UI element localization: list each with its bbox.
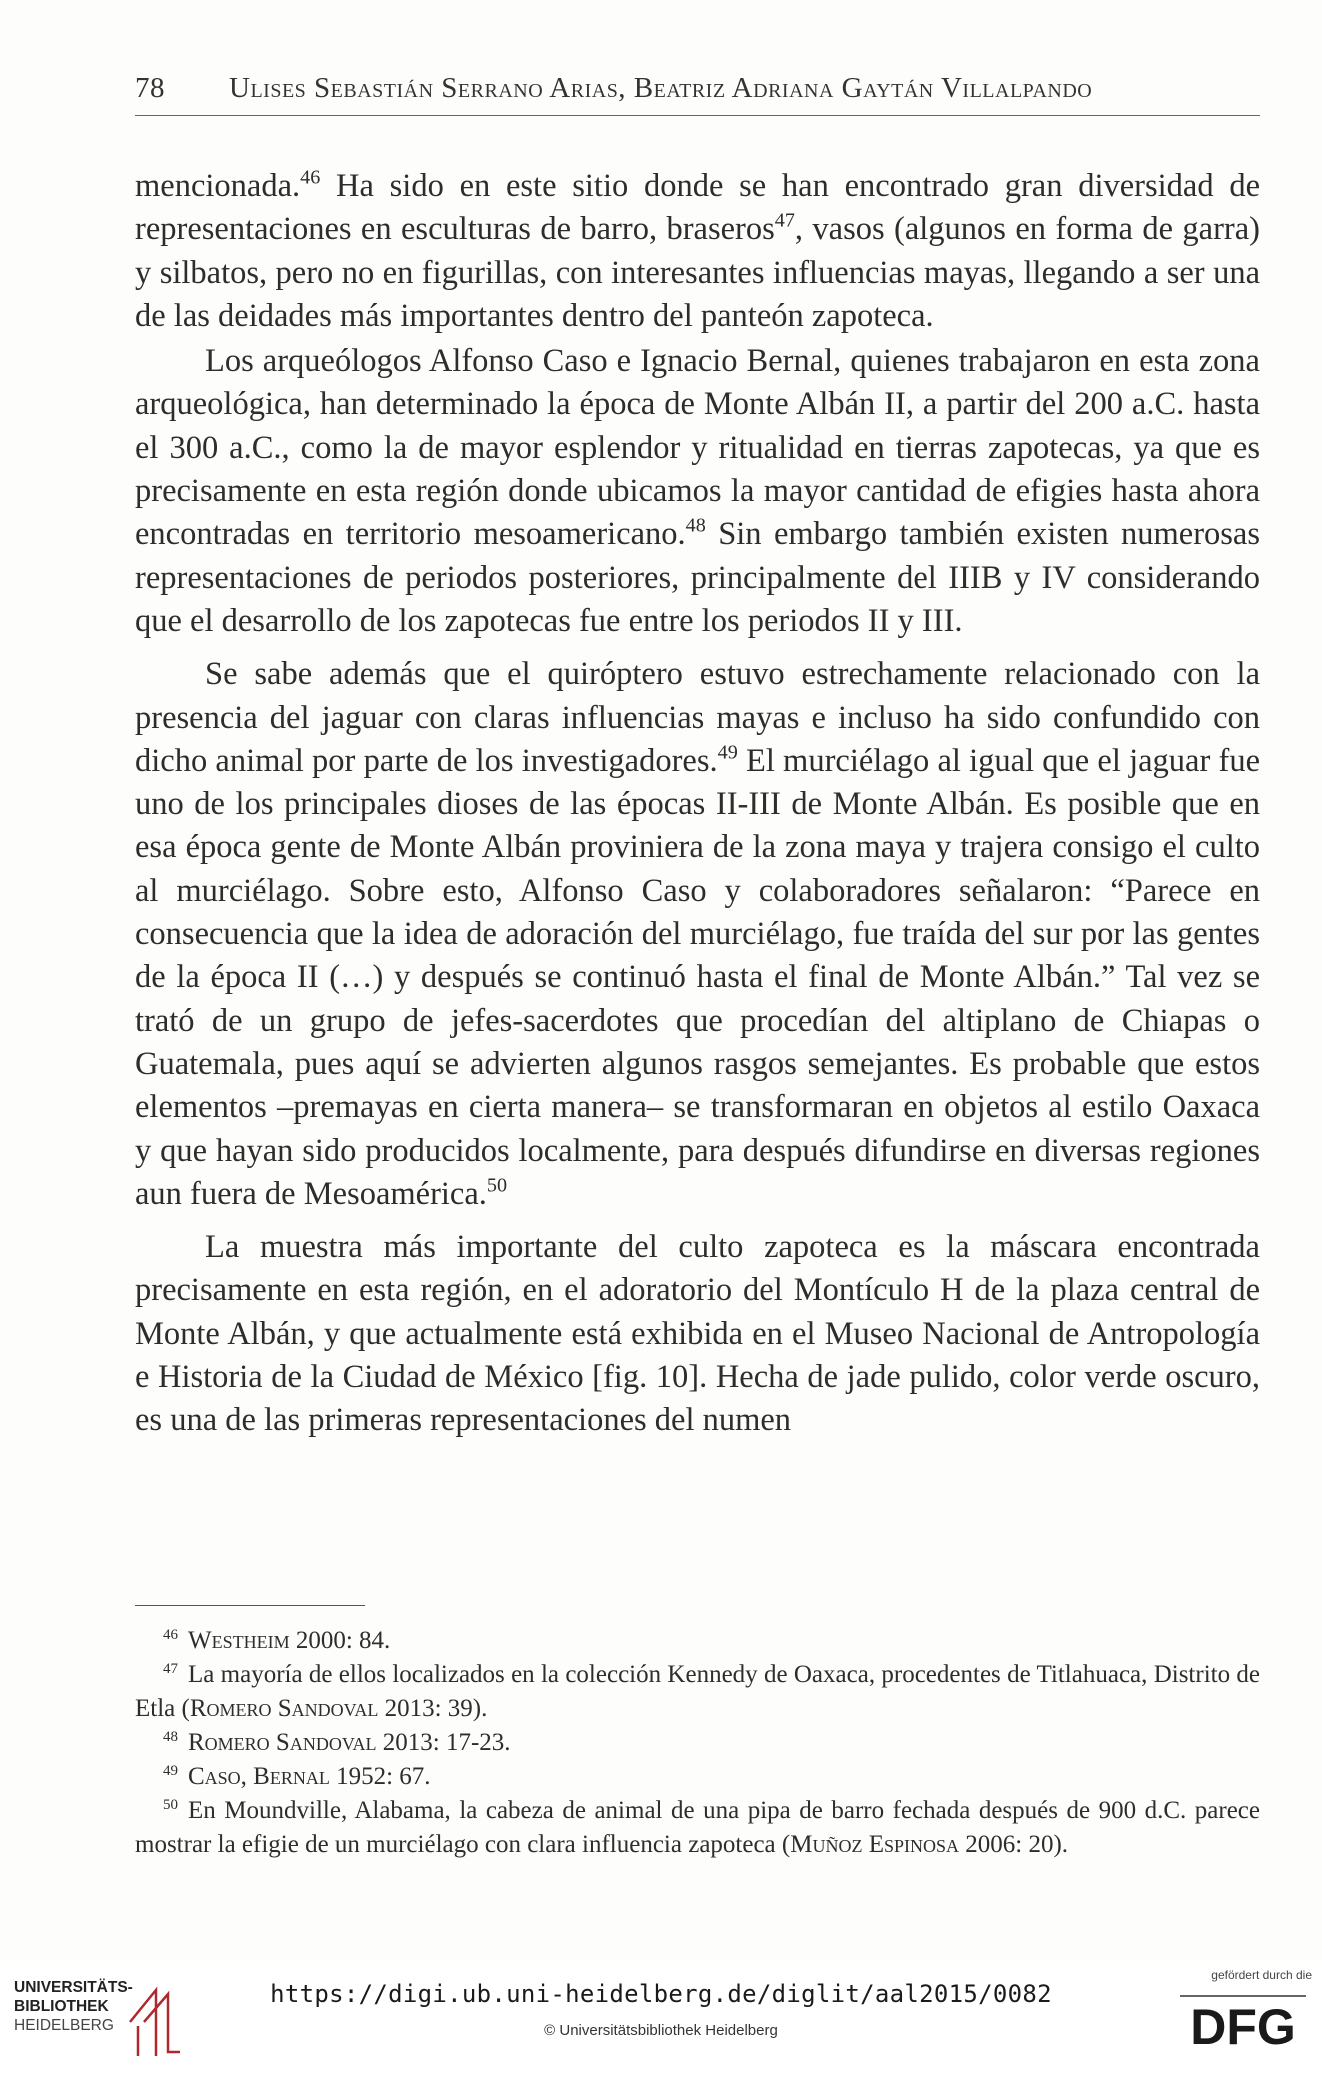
footnote-47: [135, 1658, 1260, 1726]
citation-author: Caso, Bernal: [188, 1763, 330, 1790]
footnote-number: 49: [163, 1762, 178, 1779]
footnote-number: 50: [163, 1796, 178, 1813]
footnote-ref-46[interactable]: 46: [300, 166, 321, 189]
footnote-rule: [135, 1605, 365, 1606]
dfg-caption: gefördert durch die: [1211, 1968, 1312, 1982]
citation-text: 2013: 39).: [378, 1695, 488, 1722]
text-run: El murciélago al igual que el jaguar fue uno de los principales dioses de las épocas II-III de Monte Albán. Es posible que en esa época gente de Monte Albán proviniera de la zona maya y trajera consigo el culto al murciélago. Sobre esto, Alfonso Caso y colaboradores señalaron: “Parece en consecuencia que la idea de adoración del murciélago, fue traída del sur por las gentes de la época II (…) y después se continuó hasta el final de Monte Albán.” Tal vez se trató de un grupo de jefes-sacerdotes que procedían del altiplano de Chiapas o Guatemala, pues aquí se advierten algunos rasgos semejantes. Es probable que estos elementos –premayas en cierta manera– se transformaran en objetos al estilo Oaxaca y que hayan sido producidos localmente, para después difundirse en diversas regiones aun fuera de Mesoamérica.: [135, 742, 1260, 1212]
citation-text: 2006: 20).: [959, 1831, 1069, 1858]
citation-author: Romero Sandoval: [189, 1695, 379, 1722]
text-run: Ha sido en este sitio donde se han encontrado gran diversidad de representaciones en esculturas de barro, braseros: [135, 168, 1260, 248]
citation-author: Muñoz Espinosa: [790, 1831, 959, 1858]
main-text: [135, 165, 1260, 1445]
dfg-logo-icon: [1180, 1990, 1306, 2050]
library-name-line: HEIDELBERG: [14, 2017, 114, 2034]
footnote-ref-48[interactable]: 48: [685, 514, 706, 537]
text-run: Los arqueólogos Alfonso Caso e Ignacio Bernal, quienes trabajaron en esta zona arqueológica, han determinado la época de Monte Albán II, a partir del 200 a.C. hasta el 300 a.C., como la de mayor esplendor y ritualidad en tierras zapotecas, ya que es precisamente en esta región donde ubicamos la mayor cantidad de efigies hasta ahora encontradas en territorio mesoamericano.: [135, 343, 1260, 553]
footnotes: [135, 1624, 1260, 1862]
footnote-number: 48: [163, 1728, 178, 1745]
header-rule: [135, 115, 1260, 116]
footnote-ref-47[interactable]: 47: [774, 209, 795, 232]
footnote-number: 46: [163, 1626, 178, 1643]
paragraph-2: [135, 340, 1260, 643]
library-name-line: BIBLIOTHEK: [14, 1998, 109, 2015]
digitization-footer: [0, 1960, 1322, 2085]
library-name-line: UNIVERSITÄTS-: [14, 1979, 133, 1996]
text-run: Sin embargo también existen numerosas representaciones de periodos posteriores, principalmente del IIIB y IV considerando que el desarrollo de los zapotecas fue entre los periodos II y III.: [135, 516, 1261, 639]
footnote-text: En Moundville, Alabama, la cabeza de animal de una pipa de barro fechada después de 900 d.C. parece mostrar la efigie de un murciélago con clara influencia zapoteca (: [135, 1797, 1260, 1858]
text-run: mencionada.: [135, 168, 301, 204]
citation-text: 2000: 84.: [289, 1627, 391, 1654]
text-run: Se sabe además que el quiróptero estuvo estrechamente relacionado con la presencia del jaguar con claras influencias mayas e incluso ha sido confundido con dicho animal por parte de los investigadores.: [135, 656, 1260, 779]
permalink-url[interactable]: https://digi.ub.uni-heidelberg.de/diglit/aal2015/0082: [270, 1980, 1052, 2008]
footnote-ref-50[interactable]: 50: [486, 1174, 508, 1197]
paragraph-3: [135, 653, 1260, 1216]
page-number: 78: [135, 72, 165, 104]
footnote-49: [135, 1760, 1260, 1794]
footnote-48: [135, 1726, 1260, 1760]
footnote-number: 47: [163, 1660, 178, 1677]
running-head-authors: Ulises Sebastián Serrano Arias, Beatriz Adriana Gaytán Villalpando: [229, 72, 1093, 104]
text-run: , vasos (algunos en forma de garra) y silbatos, pero no en figurillas, con interesantes influencias mayas, llegando a ser una de las deidades más importantes dentro del panteón zapoteca.: [135, 211, 1260, 334]
footnote-46: [135, 1624, 1260, 1658]
dfg-funding[interactable]: [1172, 1968, 1312, 2078]
dfg-logo-text: DFG: [1190, 1999, 1296, 2050]
citation-author: Romero Sandoval: [188, 1729, 377, 1756]
paragraph-4: La muestra más importante del culto zapoteca es la máscara encontrada precisamente en esta región, en el adoratorio del Montículo H de la plaza central de Monte Albán, y que actualmente está exhibida en el Museo Nacional de Antropología e Historia de la Ciudad de México [fig. 10]. Hecha de jade pulido, color verde oscuro, es una de las primeras representaciones del numen: [135, 1229, 1260, 1439]
footnote-50: [135, 1794, 1260, 1862]
running-head: [135, 72, 1260, 105]
footnote-ref-49[interactable]: 49: [717, 741, 738, 764]
paragraph-1: [135, 165, 1260, 338]
copyright-notice: © Universitätsbibliothek Heidelberg: [544, 2022, 778, 2039]
citation-author: Westheim: [188, 1627, 290, 1654]
citation-text: 1952: 67.: [329, 1763, 431, 1790]
footnote-text: La mayoría de ellos localizados en la colección Kennedy de Oaxaca, procedentes de Titlahuaca, Distrito de Etla (: [135, 1661, 1260, 1722]
citation-text: 2013: 17-23.: [376, 1729, 511, 1756]
